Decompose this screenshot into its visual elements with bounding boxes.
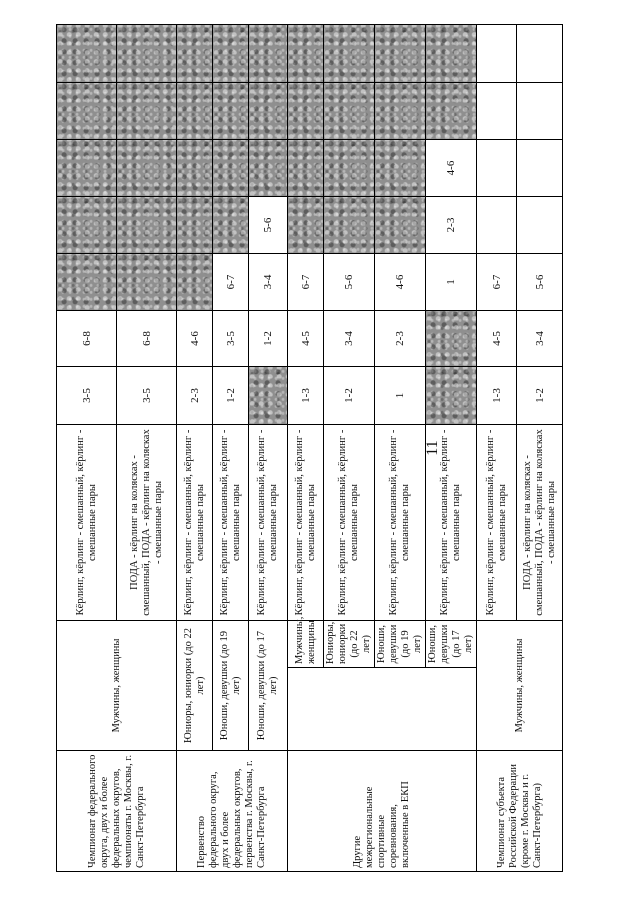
place-cell: 3-4 — [324, 311, 375, 367]
table-row — [288, 25, 324, 872]
shaded-cell — [324, 25, 375, 83]
shaded-cell — [177, 254, 213, 311]
table-row — [177, 25, 213, 872]
shaded-cell — [57, 197, 117, 254]
participants-cell: Юноши, девушки (до 17 лет) — [426, 621, 477, 668]
place-cell: 1-3 — [477, 367, 517, 425]
shaded-cell — [117, 197, 177, 254]
discipline-cell: Кёрлинг, кёрлинг - смешанный, кёрлинг - смешанные пары — [213, 425, 249, 621]
shaded-cell — [375, 140, 426, 197]
shaded-cell — [117, 140, 177, 197]
discipline-cell: Кёрлинг, кёрлинг - смешанный, кёрлинг - смешанные пары — [426, 425, 477, 621]
shaded-cell — [213, 140, 249, 197]
empty-cell — [477, 83, 517, 140]
shaded-cell — [426, 25, 477, 83]
place-cell: 3-4 — [249, 254, 288, 311]
shaded-cell — [375, 25, 426, 83]
shaded-cell — [324, 83, 375, 140]
participants-cell: Юниоры, юниорки (до 22 лет) — [324, 621, 375, 668]
empty-cell — [517, 83, 563, 140]
competition-cell: Другие межрегиональные спортивные соревнования, включенные в ЕКП — [288, 751, 477, 872]
shaded-cell — [213, 197, 249, 254]
table-row — [477, 25, 517, 872]
shaded-cell — [57, 83, 117, 140]
shaded-cell — [117, 254, 177, 311]
place-cell: 1 — [375, 367, 426, 425]
participants-cell: Юниоры, юниорки (до 22 лет) — [177, 621, 213, 751]
shaded-cell — [249, 367, 288, 425]
place-cell: 3-5 — [117, 367, 177, 425]
shaded-cell — [426, 367, 477, 425]
place-cell: 5-6 — [324, 254, 375, 311]
place-cell: 4-5 — [477, 311, 517, 367]
shaded-cell — [177, 83, 213, 140]
shaded-cell — [213, 25, 249, 83]
competition-cell: Первенство федерального округа, двух и более федеральных округов, первенства г. Москвы, г. Санкт-Петербурга — [177, 751, 288, 872]
discipline-cell: Кёрлинг, кёрлинг - смешанный, кёрлинг - смешанные пары — [288, 425, 324, 621]
participants-cell: Юноши, девушки (до 19 лет) — [213, 621, 249, 751]
place-cell: 3-5 — [213, 311, 249, 367]
place-cell: 2-3 — [426, 197, 477, 254]
place-cell: 2-3 — [375, 311, 426, 367]
shaded-cell — [117, 25, 177, 83]
place-cell: 6-7 — [288, 254, 324, 311]
shaded-cell — [57, 25, 117, 83]
shaded-cell — [177, 25, 213, 83]
rank-requirements-table — [56, 24, 563, 872]
shaded-cell — [249, 25, 288, 83]
shaded-cell — [324, 197, 375, 254]
place-cell: 1-3 — [288, 367, 324, 425]
shaded-cell — [249, 140, 288, 197]
place-cell: 1-2 — [213, 367, 249, 425]
shaded-cell — [57, 140, 117, 197]
shaded-cell — [288, 197, 324, 254]
empty-cell — [517, 140, 563, 197]
competition-cell: Чемпионат субъекта Российской Федерации (кроме г. Москвы и г. Санкт-Петербурга) — [477, 751, 563, 872]
place-cell: 1-2 — [324, 367, 375, 425]
place-cell: 3-5 — [57, 367, 117, 425]
place-cell: 5-6 — [249, 197, 288, 254]
participants-cell: Мужчины, женщины — [288, 621, 324, 668]
shaded-cell — [426, 311, 477, 367]
place-cell: 4-5 — [288, 311, 324, 367]
discipline-cell: Кёрлинг, кёрлинг - смешанный, кёрлинг - смешанные пары — [249, 425, 288, 621]
rotated-table-container — [56, 25, 557, 872]
participants-cell: Мужчины, женщины — [477, 621, 563, 751]
participants-cell: Юноши, девушки (до 17 лет) — [249, 621, 288, 751]
place-cell: 6-8 — [57, 311, 117, 367]
place-cell: 1-2 — [517, 367, 563, 425]
shaded-cell — [288, 25, 324, 83]
shaded-cell — [375, 83, 426, 140]
discipline-cell: ПОДА - кёрлинг на колясках - смешанный, ПОДА - кёрлинг на колясках - смешанные пары — [517, 425, 563, 621]
place-cell: 6-7 — [477, 254, 517, 311]
table-sheet — [56, 25, 557, 872]
place-cell: 5-6 — [517, 254, 563, 311]
shaded-cell — [117, 83, 177, 140]
place-cell: 1-2 — [249, 311, 288, 367]
empty-cell — [517, 25, 563, 83]
participants-cell: Мужчины, женщины — [57, 621, 177, 751]
shaded-cell — [213, 83, 249, 140]
discipline-cell: Кёрлинг, кёрлинг - смешанный, кёрлинг - смешанные пары — [477, 425, 517, 621]
place-cell: 6-8 — [117, 311, 177, 367]
page-number: 11 — [424, 440, 441, 456]
empty-cell — [477, 25, 517, 83]
shaded-cell — [426, 83, 477, 140]
discipline-cell: ПОДА - кёрлинг на колясках - смешанный, ПОДА - кёрлинг на колясках - смешанные пары — [117, 425, 177, 621]
table-row — [249, 25, 288, 872]
table-row — [57, 25, 117, 872]
shaded-cell — [177, 197, 213, 254]
place-cell: 4-6 — [375, 254, 426, 311]
shaded-cell — [249, 83, 288, 140]
place-cell: 6-7 — [213, 254, 249, 311]
shaded-cell — [57, 254, 117, 311]
empty-cell — [517, 197, 563, 254]
shaded-cell — [288, 140, 324, 197]
competition-cell: Чемпионат федерального округа, двух и более федеральных округов, чемпионаты г. Москвы, г. Санкт-Петербурга — [57, 751, 177, 872]
shaded-cell — [375, 197, 426, 254]
shaded-cell — [324, 140, 375, 197]
shaded-cell — [177, 140, 213, 197]
discipline-cell: Кёрлинг, кёрлинг - смешанный, кёрлинг - смешанные пары — [57, 425, 117, 621]
place-cell: 4-6 — [177, 311, 213, 367]
discipline-cell: Кёрлинг, кёрлинг - смешанный, кёрлинг - смешанные пары — [375, 425, 426, 621]
participants-cell: Юноши, девушки (до 19 лет) — [375, 621, 426, 668]
empty-cell — [288, 668, 477, 751]
place-cell: 4-6 — [426, 140, 477, 197]
empty-cell — [477, 140, 517, 197]
table-row — [213, 25, 249, 872]
shaded-cell — [288, 83, 324, 140]
place-cell: 3-4 — [517, 311, 563, 367]
place-cell: 2-3 — [177, 367, 213, 425]
discipline-cell: Кёрлинг, кёрлинг - смешанный, кёрлинг - смешанные пары — [324, 425, 375, 621]
place-cell: 1 — [426, 254, 477, 311]
discipline-cell: Кёрлинг, кёрлинг - смешанный, кёрлинг - смешанные пары — [177, 425, 213, 621]
empty-cell — [477, 197, 517, 254]
